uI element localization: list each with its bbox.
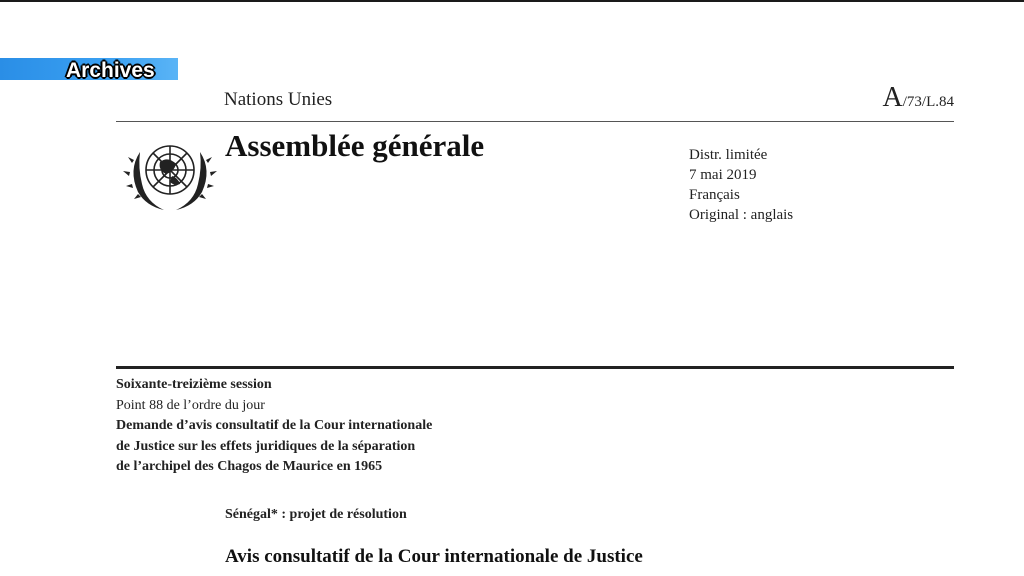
assembly-title: Assemblée générale (225, 128, 485, 163)
document-symbol (883, 82, 954, 114)
original-language: Original : anglais (689, 207, 794, 223)
document-date: 7 mai 2019 (689, 167, 757, 183)
request-line-3: de l’archipel des Chagos de Maurice en 1965 (116, 459, 383, 474)
session-title: Soixante-treizième session (116, 377, 272, 392)
top-border (0, 0, 1024, 2)
request-line-2: de Justice sur les effets juridiques de la séparation (116, 438, 416, 454)
organization-name: Nations Unies (224, 89, 333, 110)
request-line-1: Demande d’avis consultatif de la Cour internationale (116, 418, 433, 433)
archives-label: Archives (66, 59, 155, 82)
resolution-title: Avis consultatif de la Cour internationale de Justice (225, 546, 643, 567)
distribution-block (689, 145, 793, 225)
symbol-number: /73/L.84 (902, 94, 954, 110)
sponsor-line: Sénégal* : projet de résolution (225, 507, 407, 522)
agenda-item: Point 88 de l’ordre du jour (116, 397, 265, 413)
section-rule (116, 366, 954, 369)
symbol-letter: A (882, 82, 903, 113)
header-rule (116, 121, 954, 122)
un-emblem-icon (120, 132, 220, 214)
document-language: Français (689, 187, 740, 203)
distribution-type: Distr. limitée (689, 147, 768, 163)
agenda-block (116, 375, 432, 478)
